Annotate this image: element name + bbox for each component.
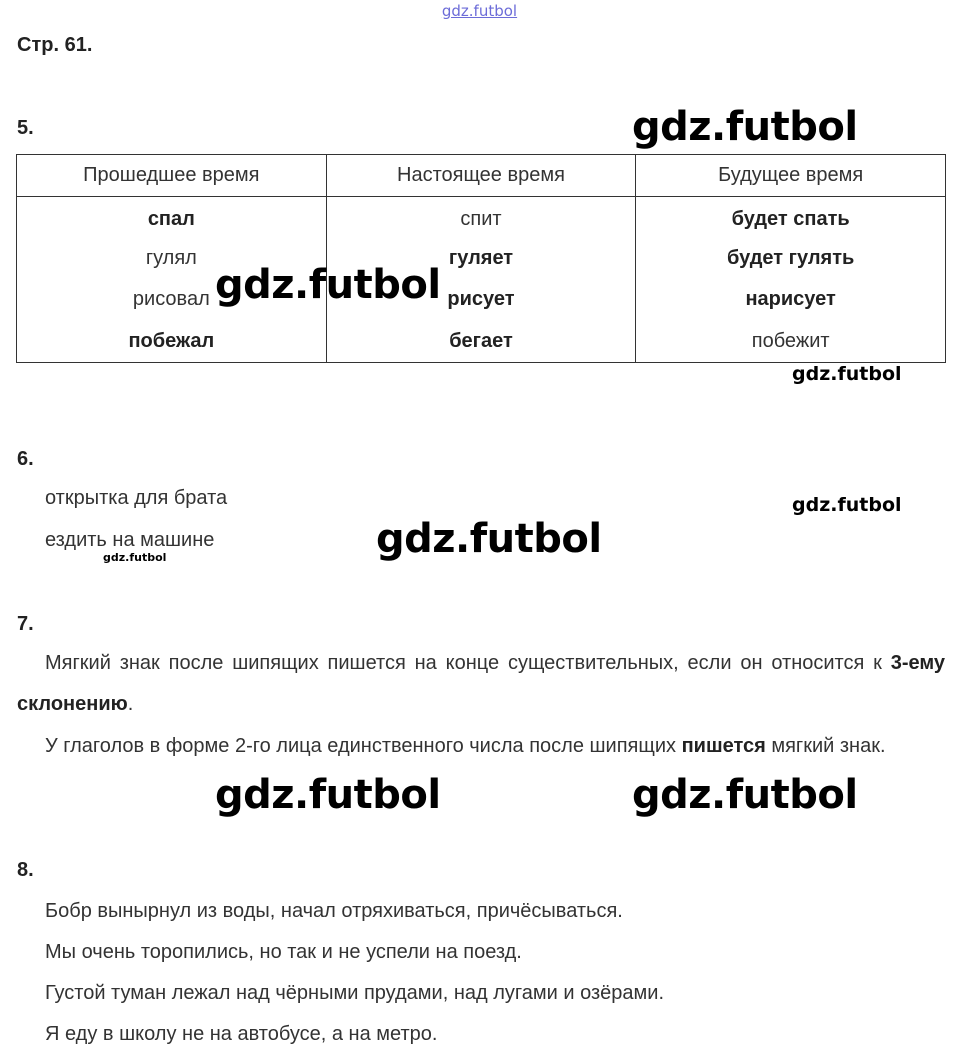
table-cell: гулял — [17, 238, 327, 279]
exercise-8-line: Я еду в школу не на автобусе, а на метро. — [45, 1023, 438, 1045]
exercise-6-line: ездить на машине — [45, 529, 215, 551]
exercise-8-number: 8. — [17, 859, 34, 881]
header-present: Настоящее время — [326, 155, 636, 197]
exercise-8-line: Бобр вынырнул из воды, начал отряхиваться, причёсываться. — [45, 900, 623, 922]
table-cell: побежит — [636, 320, 946, 363]
table-cell: рисовал — [17, 279, 327, 320]
watermark-big: gdz.futbol — [376, 516, 602, 562]
table-row — [17, 238, 946, 279]
watermark-big: gdz.futbol — [632, 772, 858, 818]
table-cell: бегает — [326, 320, 636, 363]
watermark-mid: gdz.futbol — [792, 363, 902, 385]
header-past: Прошедшее время — [17, 155, 327, 197]
table-cell: нарисует — [636, 279, 946, 320]
header-future: Будущее время — [636, 155, 946, 197]
paragraph-text: У глаголов в форме 2-го лица единственного числа после шипящих — [45, 735, 682, 757]
paragraph-text: Мягкий знак после шипящих пишется на конце существительных, если он относится к — [45, 652, 891, 674]
exercise-8-line: Густой туман лежал над чёрными прудами, над лугами и озёрами. — [45, 982, 665, 1004]
tenses-table — [16, 154, 946, 363]
paragraph-bold: 3-ему склонению — [17, 652, 945, 715]
paragraph-text: мягкий знак. — [765, 735, 886, 757]
table-cell: спал — [17, 197, 327, 239]
page-reference: Стр. 61. — [17, 34, 93, 56]
exercise-6-number: 6. — [17, 448, 34, 470]
top-watermark-link[interactable]: gdz.futbol — [441, 2, 518, 20]
table-cell: побежал — [17, 320, 327, 363]
table-cell: гуляет — [326, 238, 636, 279]
table-cell: спит — [326, 197, 636, 239]
table-cell: рисует — [326, 279, 636, 320]
watermark-big: gdz.futbol — [632, 104, 858, 150]
table-cell: будет гулять — [636, 238, 946, 279]
exercise-5-number: 5. — [17, 117, 34, 139]
exercise-7-paragraph-2 — [17, 726, 945, 767]
watermark-big: gdz.futbol — [215, 262, 441, 308]
table-header-row — [17, 155, 946, 197]
exercise-6-line: открытка для брата — [45, 487, 228, 509]
table-cell: будет спать — [636, 197, 946, 239]
exercise-7-paragraph-1 — [17, 643, 945, 725]
watermark-big: gdz.futbol — [215, 772, 441, 818]
table-row — [17, 279, 946, 320]
watermark-small: gdz.futbol — [103, 551, 167, 564]
paragraph-text: . — [127, 693, 134, 715]
table-row — [17, 197, 946, 239]
paragraph-bold: пишется — [681, 735, 766, 757]
table-row — [17, 320, 946, 363]
exercise-8-line: Мы очень торопились, но так и не успели на поезд. — [45, 941, 522, 963]
exercise-7-number: 7. — [17, 613, 34, 635]
watermark-mid: gdz.futbol — [792, 494, 902, 516]
